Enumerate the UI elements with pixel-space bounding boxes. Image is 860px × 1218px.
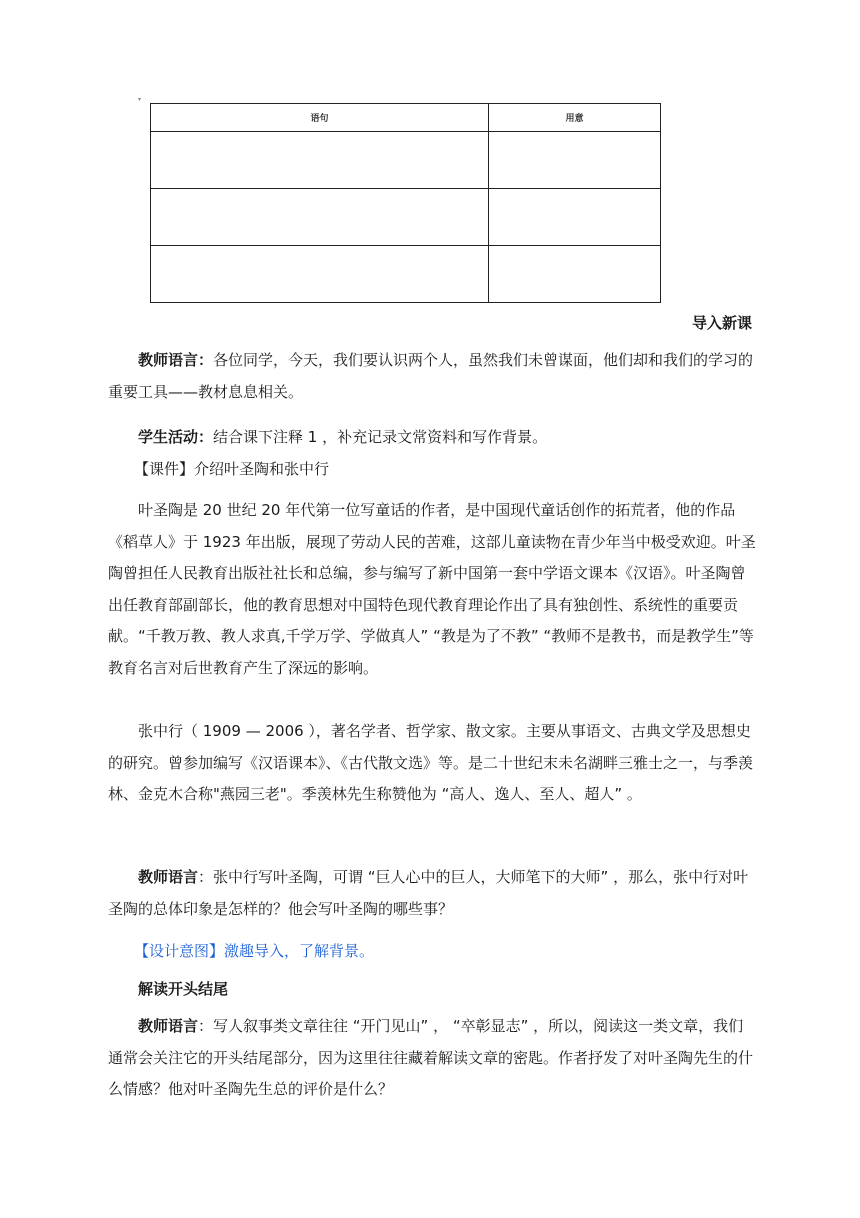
teacher-text: ：张中行写叶圣陶，可谓 “巨人心中的巨人，大师笔下的大师” ，那么，张中行对叶圣陶的总体印象是怎样的？他会写叶圣陶的哪些事？ (108, 868, 749, 918)
table-header-sentence: 语句 (151, 104, 489, 132)
teacher-label: 教师语言 (138, 1017, 199, 1035)
table-row (151, 189, 661, 246)
table-cell[interactable] (151, 189, 489, 246)
paragraph-teacher-intro (108, 345, 756, 408)
paragraph-zhang-zhongxing: 张中行（ 1909 — 2006 ），著名学者、哲学家、散文家。主要从事语文、古典文学及思想史的研究。曾参加编写《汉语课本》、《古代散文选》等。是二十世纪末未名湖畔三雅士之一，与季羡林、金克木合称"燕园三老"。季羡林先生称赞他为 “高人、逸人、至人、超人” 。 (108, 722, 754, 803)
teacher-label: 教师语言： (138, 351, 214, 369)
paragraph-teacher-question (108, 862, 756, 925)
paragraph-student-activity (108, 422, 756, 454)
table-cell[interactable] (151, 246, 489, 303)
section-title-opening: 解读开头结尾 (138, 980, 229, 998)
paragraph-design-intent: 【设计意图】激趣导入，了解背景。 (134, 942, 375, 960)
table-cell[interactable] (151, 132, 489, 189)
table-row (151, 246, 661, 303)
paragraph-teacher-opening (108, 1011, 756, 1106)
teacher-text: ：写人叙事类文章往往 “开门见山” ， “卒彰显志” ，所以，阅读这一类文章，我们通常会关注它的开头结尾部分，因为这里往往藏着解读文章的密匙。作者抒发了对叶圣陶先生的什么情感？他对叶圣陶先生总的评价是什么？ (108, 1017, 754, 1098)
teacher-label: 教师语言 (138, 868, 199, 886)
table-cell[interactable] (489, 132, 661, 189)
table-row (151, 132, 661, 189)
table-anchor-mark: ▾ (138, 96, 142, 103)
paragraph-ye-shengtao: 叶圣陶是 20 世纪 20 年代第一位写童话的作者，是中国现代童话创作的拓荒者，他的作品《稻草人》于 1923 年出版，展现了劳动人民的苦难，这部儿童读物在青少年当中极受欢迎。叶圣陶曾担任人民教育出版社社长和总编，参与编写了新中国第一套中学语文课本《汉语》。叶圣陶曾出任教育部副部长，他的教育思想对中国特色现代教育理论作出了具有独创性、系统性的重要贡献。“千教万教、教人求真,千学万学、学做真人” “教是为了不教” “教师不是教书，而是教学生”等教育名言对后世教育产生了深远的影响。 (108, 501, 756, 677)
student-label: 学生活动： (138, 428, 214, 446)
teacher-text: 各位同学，今天，我们要认识两个人，虽然我们未曾谋面，他们却和我们的学习的重要工具——教材息息相关。 (108, 351, 754, 401)
worksheet-table (150, 103, 661, 301)
table-cell[interactable] (489, 246, 661, 303)
student-text: 结合课下注释 1 ，补充记录文常资料和写作背景。 (213, 428, 548, 446)
table-cell[interactable] (489, 189, 661, 246)
paragraph-courseware: 【课件】介绍叶圣陶和张中行 (134, 460, 330, 478)
table-header-intent: 用意 (489, 104, 661, 132)
section-title-intro: 导入新课 (691, 314, 752, 332)
